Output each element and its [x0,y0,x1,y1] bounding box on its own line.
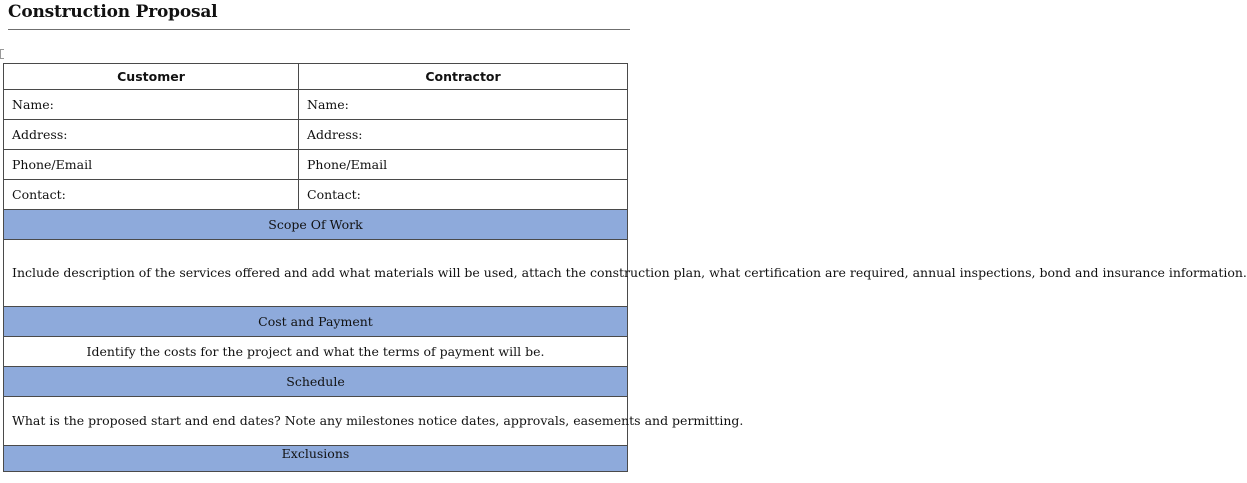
schedule-body-row [4,397,628,446]
schedule-text[interactable]: What is the proposed start and end dates? Note any milestones notice dates, approvals, easements and permitting. [4,397,628,446]
scope-of-work-heading-row [4,210,628,240]
cost-and-payment-heading-row [4,307,628,337]
customer-contact-field[interactable]: Contact: [4,180,299,210]
exclusions-heading-row [4,446,628,472]
cost-and-payment-text[interactable]: Identify the costs for the project and what the terms of payment will be. [4,337,628,367]
scope-of-work-body-row [4,240,628,307]
field-row-address [4,120,628,150]
customer-address-field[interactable]: Address: [4,120,299,150]
customer-column-header: Customer [4,64,299,90]
customer-phone-email-field[interactable]: Phone/Email [4,150,299,180]
field-row-phone-email [4,150,628,180]
scope-of-work-heading: Scope Of Work [4,210,628,240]
contractor-name-field[interactable]: Name: [299,90,628,120]
contractor-phone-email-field[interactable]: Phone/Email [299,150,628,180]
party-header-row [4,64,628,90]
field-row-contact [4,180,628,210]
title-underline [8,29,630,30]
contractor-address-field[interactable]: Address: [299,120,628,150]
table-move-handle[interactable] [0,49,4,59]
contractor-contact-field[interactable]: Contact: [299,180,628,210]
field-row-name [4,90,628,120]
cost-and-payment-heading: Cost and Payment [4,307,628,337]
contractor-column-header: Contractor [299,64,628,90]
document-title: Construction Proposal [8,2,218,22]
schedule-heading-row [4,367,628,397]
customer-name-field[interactable]: Name: [4,90,299,120]
cost-and-payment-body-row [4,337,628,367]
exclusions-heading: Exclusions [4,446,628,472]
schedule-heading: Schedule [4,367,628,397]
scope-of-work-text[interactable]: Include description of the services offered and add what materials will be used, attach the construction plan, what certification are required, annual inspections, bond and insurance information. [4,240,628,307]
proposal-table [3,63,1247,472]
